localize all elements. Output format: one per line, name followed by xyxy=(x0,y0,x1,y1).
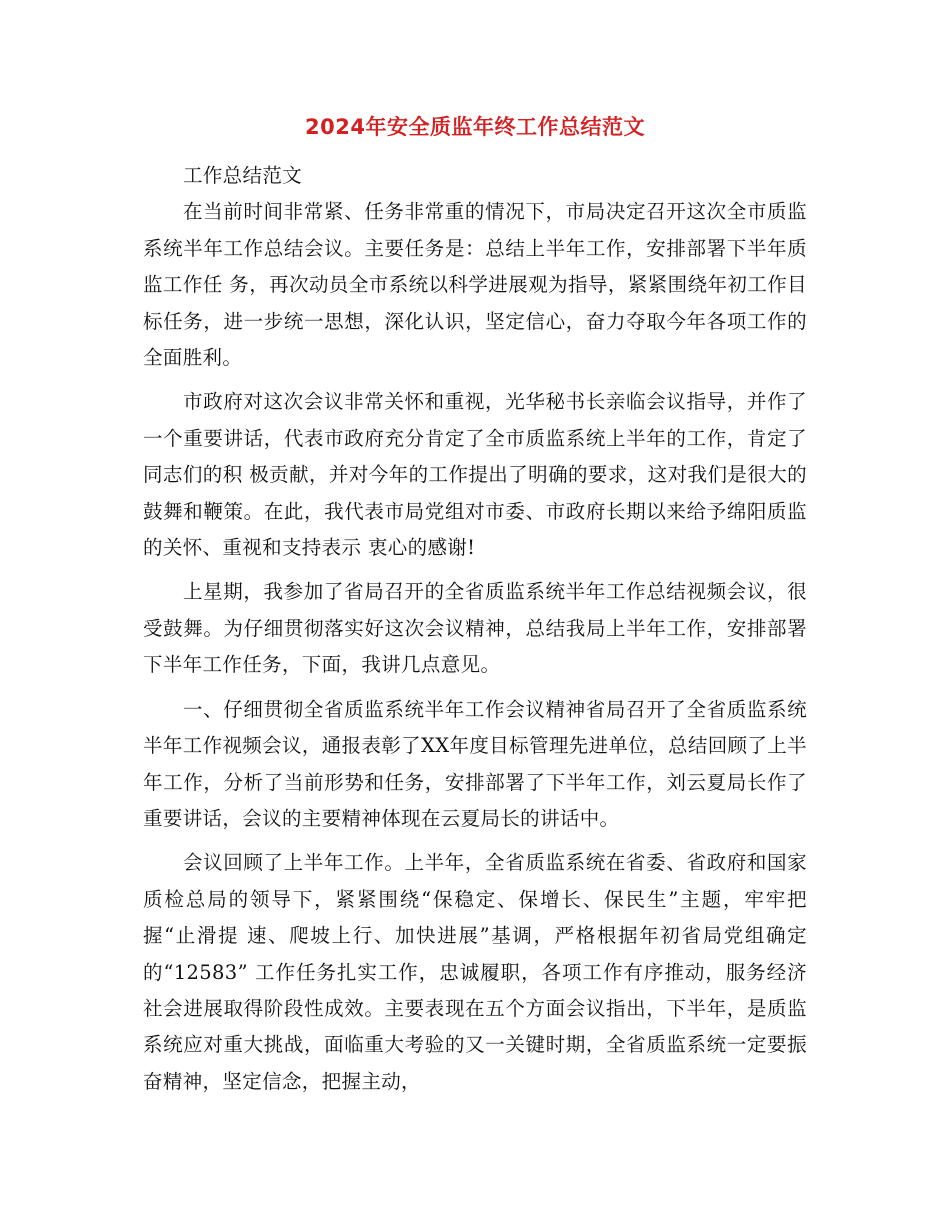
paragraph: 一、仔细贯彻全省质监系统半年工作会议精神省局召开了全省质监系统半年工作视频会议，通报表彰了XX年度目标管理先进单位，总结回顾了上半年工作，分析了当前形势和任务，安排部署了下半年工作，刘云夏局长作了重要讲话，会议的主要精神体现在云夏局长的讲话中。 xyxy=(143,697,807,830)
document-body xyxy=(143,158,807,1100)
paragraph: 在当前时间非常紧、任务非常重的情况下，市局决定召开这次全市质监系统半年工作总结会议。主要任务是：总结上半年工作，安排部署下半年质监工作任 务，再次动员全市系统以科学进展观为指导，紧紧围绕年初工作目标任务，进一步统一思想，深化认识，坚定信心，奋力夺取今年各项工作的全面胜利。 xyxy=(143,200,807,370)
document-title: 2024年安全质监年终工作总结范文 xyxy=(305,115,645,139)
paragraph: 市政府对这次会议非常关怀和重视，光华秘书长亲临会议指导，并作了一个重要讲话，代表市政府充分肯定了全市质监系统上半年的工作，肯定了同志们的积 极贡献，并对今年的工作提出了明确的要求，这对我们是很大的鼓舞和鞭策。在此，我代表市局党组对市委、市政府长期以来给予绵阳质监的关怀、重视和支持表示 衷心的感谢! xyxy=(143,390,807,560)
paragraph: 会议回顾了上半年工作。上半年，全省质监系统在省委、省政府和国家质检总局的领导下，紧紧围绕“保稳定、保增长、保民生”主题，牢牢把握“止滑提 速、爬坡上行、加快进展”基调，严格根据年初省局党组确定的“12583” 工作任务扎实工作，忠诚履职，各项工作有序推动，服务经济社会进展取得阶段性成效。主要表现在五个方面会议指出，下半年，是质监系统应对重大挑战，面临重大考验的又一关键时期，全省质监系统一定要振奋精神，坚定信念，把握主动， xyxy=(143,851,807,1093)
paragraph-subtitle: 工作总结范文 xyxy=(182,164,303,187)
paragraph: 上星期，我参加了省局召开的全省质监系统半年工作总结视频会议，很受鼓舞。为仔细贯彻落实好这次会议精神，总结我局上半年工作，安排部署下半年工作任务，下面，我讲几点意见。 xyxy=(143,580,807,677)
